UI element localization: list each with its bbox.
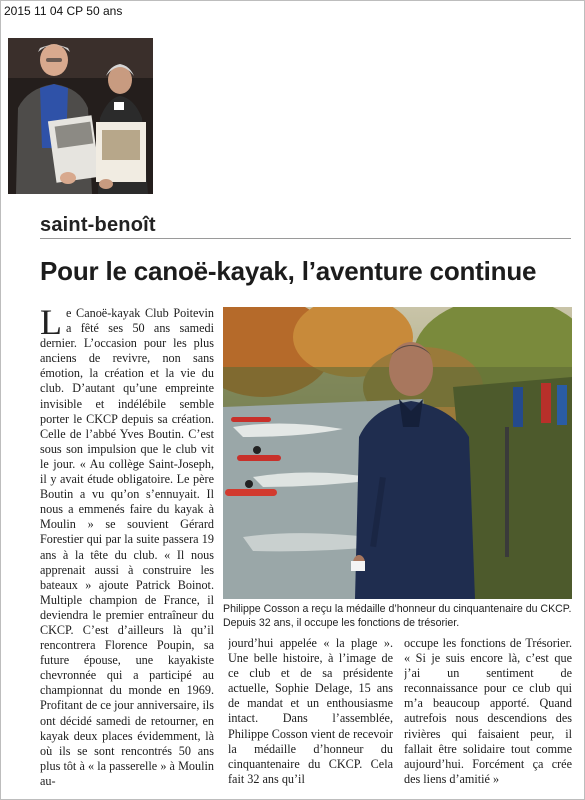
main-photo: [223, 307, 572, 599]
article-column-2: [228, 636, 393, 796]
article-text-3: occupe les fonctions de Trésorier. « Si je suis encore là, c’est que j’ai un sentiment de reconnaissance pour ce club qui m’a beaucoup apporté. Quand autrefois nous descendions des rivières qui faisaient peur, il fallait être solidaire tout comme aujourd’hui. Forcément ça crée des liens d’amitié »: [404, 636, 572, 786]
article-column-1: [40, 306, 214, 796]
main-photo-illustration: [223, 307, 572, 599]
document-label: 2015 11 04 CP 50 ans: [4, 4, 123, 18]
photo-caption: Philippe Cosson a reçu la médaille d’honneur du cinquantenaire du CKCP. Depuis 32 ans, il occupe les fonctions de trésorier.: [223, 603, 572, 629]
section-rule: [40, 238, 571, 239]
inset-photo-illustration: [8, 38, 153, 194]
inset-photo: [8, 38, 153, 194]
article-text-1: e Canoë-kayak Club Poitevin a fêté ses 50 ans samedi dernier. L’occasion pour les plus anciens de revivre, non sans émotion, la création et la vie du club. D’autant qu’une empreinte invisible et indélébile semble porter le CKCP depuis sa création. Celle de l’abbé Yves Boutin. C’est sous son impulsion que le club vit le jour. « Au collège Saint-Joseph, il y avait étude obligatoire. Le père Boutin a vu qu’on s’ennuyait. Il nous a emmenés faire du kayak à Moulin » se souvient Gérard Forestier qui par la suite passera 19 ans à la tête du club. « Il nous apprenait aussi à construire les bateaux » ajoute Patrick Boinot. Multiple champion de France, il deviendra le premier entraîneur du CKCP. C’est d’ailleurs là qu’il rencontrera Florence Poupin, sa future épouse, une kayakiste chevronnée qui a participé au championnat du monde en 1969. Profitant de ce jour anniversaire, ils ont décidé samedi de retourner, en kayak deux places évidemment, là où ils se sont rencontrés 50 ans plus tôt à « la passerelle » à Moulin au-: [40, 306, 214, 788]
article-text-2: jourd’hui appelée « la plage ». Une belle histoire, à l’image de ce club et de sa présidente actuelle, Sophie Delage, 15 ans de mandat et un enthousiasme intact. Dans l’assemblée, Philippe Cosson vient de recevoir la médaille d’honneur du cinquantenaire du CKCP. Cela fait 32 ans qu’il: [228, 636, 393, 786]
article-headline: Pour le canoë-kayak, l’aventure continue: [40, 256, 537, 286]
section-label: saint-benoît: [40, 214, 156, 236]
article-column-3: [404, 636, 572, 796]
drop-cap: L: [40, 306, 62, 342]
